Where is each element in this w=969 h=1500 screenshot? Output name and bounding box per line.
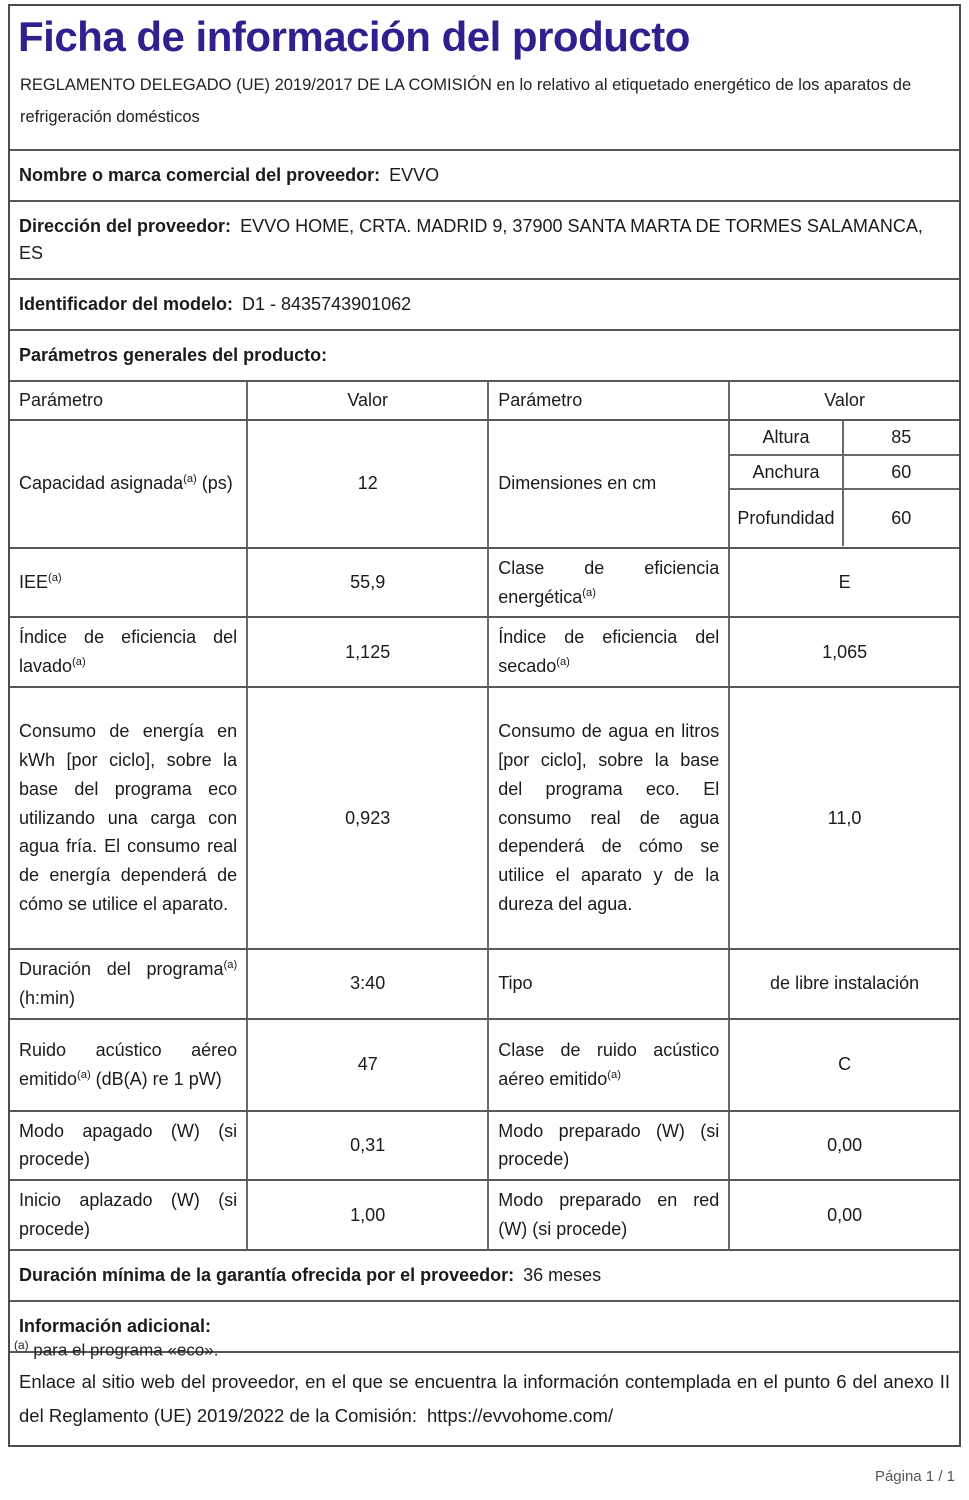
param-value-cell: 47 (248, 1020, 489, 1110)
page-title: Ficha de información del producto (18, 13, 690, 60)
param-label-cell: Clase de eficiencia energética$^{(a)}$ (489, 549, 730, 617)
warranty-row (10, 1251, 959, 1302)
supplier-website-row (10, 1353, 959, 1445)
param-label-cell: Clase de ruido acústico aéreo emitido$^{(a)}$ (489, 1020, 730, 1110)
table-row-capacity (10, 421, 959, 549)
param-label-cell: Índice de eficiencia del lavado$^{(a)}$ (10, 618, 248, 686)
dimensions-subtable (730, 421, 959, 547)
param-value-cell: 3:40 (248, 950, 489, 1018)
model-id-label: Identificador del modelo: (19, 294, 234, 315)
header-parametro-left: Parámetro (10, 382, 248, 419)
param-label-cell: Dimensiones en cm (489, 421, 730, 547)
regulation-text: REGLAMENTO DELEGADO (UE) 2019/2017 DE LA COMISIÓN en lo relativo al etiquetado energético de los aparatos de refrigeración domésticos (20, 76, 912, 126)
warranty-value: 36 meses (523, 1264, 602, 1285)
supplier-name-value: EVVO (389, 165, 440, 186)
param-label-cell: IEE$^{(a)}$ (10, 549, 248, 617)
general-params-heading: Parámetros generales del producto: (10, 331, 959, 382)
table-row-efficiency-index (10, 618, 959, 688)
param-value-cell: 12 (248, 421, 489, 547)
table-row-consumption (10, 688, 959, 950)
footnote-text: para el programa «eco». (28, 1340, 219, 1360)
param-label-cell: Consumo de agua en litros [por ciclo], sobre la base del programa eco. El consumo real de agua dependerá de cómo se utilice el aparato y de la dureza del agua. (489, 688, 730, 948)
header-parametro-right: Parámetro (489, 382, 730, 419)
param-value-cell: 1,125 (248, 618, 489, 686)
dimension-row-altura: Altura 85 (730, 421, 959, 456)
param-label-cell: Índice de eficiencia del secado$^{(a)}$ (489, 618, 730, 686)
supplier-name-row (10, 151, 959, 202)
supplier-website-url: https://evvohome.com/ (426, 1405, 614, 1427)
param-label-cell: Consumo de energía en kWh [por ciclo], sobre la base del programa eco utilizando una carga con agua fría. El consumo real de energía dependerá de cómo se utilice el aparato. (10, 688, 248, 948)
footnote-eco-programme (14, 1338, 219, 1361)
table-row-off-standby (10, 1112, 959, 1182)
param-value-cell: 11,0 (827, 807, 862, 828)
additional-info-heading: Información adicional: (10, 1302, 959, 1353)
param-value-cell: 1,00 (248, 1181, 489, 1249)
param-value-cell: 0,31 (248, 1112, 489, 1180)
param-value-cell: E (838, 572, 851, 593)
param-value-cell: 0,00 (827, 1204, 863, 1225)
param-label-cell: Modo preparado en red (W) (si procede) (489, 1181, 730, 1249)
param-value-cell: 0,00 (827, 1135, 863, 1156)
supplier-address-value: EVVO HOME, CRTA. MADRID 9, 37900 SANTA MARTA DE TORMES SALAMANCA, ES (19, 216, 923, 264)
param-label-cell: Inicio aplazado (W) (si procede) (10, 1181, 248, 1249)
param-label-cell: Capacidad asignada$^{(a)}$ (ps) (10, 421, 248, 547)
dimension-row-profundidad: Profundidad 60 (730, 490, 959, 546)
param-label-cell: Modo apagado (W) (si procede) (10, 1112, 248, 1180)
page-number: Página 1 / 1 (874, 1468, 955, 1485)
param-value-cell: C (838, 1054, 852, 1075)
table-row-iee (10, 549, 959, 619)
supplier-address-label: Dirección del proveedor: (19, 216, 232, 237)
param-label-cell: Duración del programa$^{(a)}$ (h:min) (10, 950, 248, 1018)
supplier-website-text: Enlace al sitio web del proveedor, en el que se encuentra la información contemplada en el punto 6 del anexo II del Reglamento (UE) 2019/2022 de la Comisión: (19, 1370, 950, 1427)
model-id-value: D1 - 8435743901062 (242, 294, 412, 315)
fiche-frame (8, 4, 961, 1447)
table-row-noise (10, 1020, 959, 1112)
model-id-row (10, 280, 959, 331)
param-table-header (10, 382, 959, 421)
param-value-cell: 0,923 (248, 688, 489, 948)
table-row-delay-network (10, 1181, 959, 1251)
title-block (10, 6, 959, 151)
header-valor-right: Valor (824, 390, 865, 411)
param-label-cell: Ruido acústico aéreo emitido$^{(a)}$ (dB(A) re 1 pW) (10, 1020, 248, 1110)
table-row-duration-type (10, 950, 959, 1020)
supplier-name-label: Nombre o marca comercial del proveedor: (19, 165, 381, 186)
param-label-cell: Tipo (489, 950, 730, 1018)
param-value-cell: 1,065 (822, 641, 868, 662)
supplier-address-row (10, 202, 959, 280)
param-value-cell: 55,9 (248, 549, 489, 617)
footnote-marker: (a) (14, 1338, 29, 1352)
param-value-cell: de libre instalación (770, 973, 920, 994)
dimension-row-anchura: Anchura 60 (730, 456, 959, 491)
param-label-cell: Modo preparado (W) (si procede) (489, 1112, 730, 1180)
warranty-label: Duración mínima de la garantía ofrecida por el proveedor: (19, 1264, 515, 1285)
header-valor-left: Valor (248, 382, 489, 419)
